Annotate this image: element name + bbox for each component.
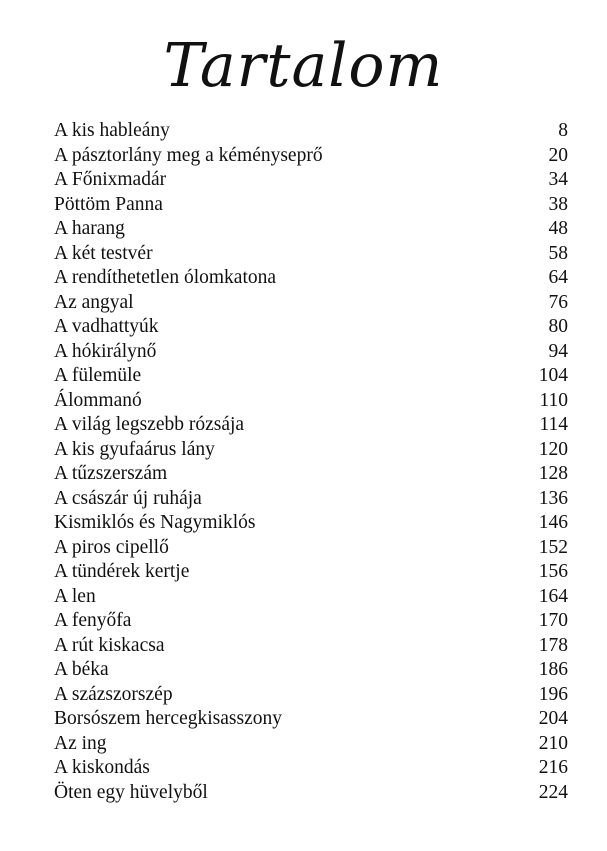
toc-entry-page-number: 146 xyxy=(538,512,568,533)
toc-entry xyxy=(54,634,568,659)
toc-entry-page-number: 152 xyxy=(538,536,568,558)
toc-entry-page-number: 34 xyxy=(548,169,568,190)
toc-entry-page-number: 8 xyxy=(558,120,568,141)
toc-entry-page-number: 94 xyxy=(548,340,568,362)
toc-entry-title: Borsószem hercegkisasszony xyxy=(54,708,282,729)
toc-entry xyxy=(54,119,568,144)
toc-entry-page-number: 164 xyxy=(538,585,568,607)
toc-entry-title: A világ legszebb rózsája xyxy=(54,414,245,435)
toc-entry xyxy=(54,291,568,316)
toc-entry xyxy=(54,266,568,291)
toc-entry-page-number: 128 xyxy=(538,463,568,484)
toc-entry-page-number: 156 xyxy=(538,561,568,582)
toc-entry xyxy=(54,389,568,414)
toc-entry-page-number: 80 xyxy=(548,316,568,337)
toc-entry-page-number: 178 xyxy=(538,634,568,656)
toc-entry-title: A pásztorlány meg a kéményseprő xyxy=(54,144,323,166)
toc-entry-title: A kiskondás xyxy=(54,757,150,778)
toc-entry-title: Öten egy hüvelyből xyxy=(54,781,208,803)
toc-entry-title: A kis gyufaárus lány xyxy=(54,438,215,460)
page-title: Tartalom xyxy=(163,31,444,101)
toc-entry xyxy=(54,462,568,487)
toc-entry xyxy=(54,364,568,389)
toc-entry-page-number: 170 xyxy=(538,610,568,631)
toc-entry-page-number: 48 xyxy=(548,218,568,239)
toc-entry-title: A Főnixmadár xyxy=(54,169,167,190)
toc-entry-title: A harang xyxy=(54,218,125,239)
toc-entry-page-number: 20 xyxy=(548,144,568,166)
toc-entry-title: A tündérek kertje xyxy=(54,561,190,582)
toc-entry xyxy=(54,487,568,512)
toc-entry-page-number: 38 xyxy=(548,193,568,215)
toc-entry xyxy=(54,242,568,267)
toc-entry-page-number: 196 xyxy=(538,683,568,705)
toc-entry xyxy=(54,340,568,365)
table-of-contents xyxy=(54,119,568,805)
toc-entry xyxy=(54,707,568,732)
toc-entry xyxy=(54,536,568,561)
toc-entry-title: A fülemüle xyxy=(54,365,142,386)
toc-entry-page-number: 204 xyxy=(538,708,568,729)
toc-entry xyxy=(54,511,568,536)
toc-entry-page-number: 76 xyxy=(548,291,568,313)
toc-entry-page-number: 64 xyxy=(548,267,568,288)
toc-entry xyxy=(54,193,568,218)
toc-entry-title: A százszorszép xyxy=(54,683,173,705)
toc-entry-title: Az ing xyxy=(54,732,107,754)
toc-entry xyxy=(54,585,568,610)
toc-entry-title: A kis hableány xyxy=(54,120,170,141)
toc-entry xyxy=(54,168,568,193)
toc-entry-title: A hókirálynő xyxy=(54,340,157,362)
toc-entry-page-number: 136 xyxy=(538,487,568,509)
toc-entry-title: Pöttöm Panna xyxy=(54,193,163,215)
toc-entry xyxy=(54,781,568,806)
toc-entry-page-number: 186 xyxy=(538,659,568,680)
toc-entry-title: A két testvér xyxy=(54,242,153,264)
toc-entry xyxy=(54,217,568,242)
toc-entry-page-number: 58 xyxy=(548,242,568,264)
toc-entry-title: Kismiklós és Nagymiklós xyxy=(54,512,256,533)
toc-entry-title: A tűzszerszám xyxy=(54,463,168,484)
toc-entry xyxy=(54,438,568,463)
toc-entry-page-number: 120 xyxy=(538,438,568,460)
toc-entry-title: A béka xyxy=(54,659,109,680)
toc-entry-title: A piros cipellő xyxy=(54,536,169,558)
toc-entry-page-number: 104 xyxy=(538,365,568,386)
toc-entry xyxy=(54,560,568,585)
toc-entry-page-number: 210 xyxy=(538,732,568,754)
toc-entry-title: A császár új ruhája xyxy=(54,487,202,509)
toc-entry-page-number: 110 xyxy=(539,389,568,411)
toc-entry-title: Az angyal xyxy=(54,291,134,313)
toc-entry xyxy=(54,413,568,438)
toc-entry-page-number: 216 xyxy=(538,757,568,778)
toc-entry-title: A len xyxy=(54,585,96,607)
toc-entry-page-number: 114 xyxy=(539,414,568,435)
toc-entry xyxy=(54,315,568,340)
toc-entry-title: A vadhattyúk xyxy=(54,316,159,337)
toc-entry xyxy=(54,144,568,169)
toc-entry-title: A fenyőfa xyxy=(54,610,132,631)
toc-entry-title: Álommanó xyxy=(54,389,142,411)
toc-entry xyxy=(54,609,568,634)
toc-entry-title: A rendíthetetlen ólomkatona xyxy=(54,267,277,288)
toc-entry-page-number: 224 xyxy=(538,781,568,803)
toc-entry xyxy=(54,756,568,781)
toc-entry-title: A rút kiskacsa xyxy=(54,634,165,656)
toc-entry xyxy=(54,732,568,757)
toc-entry xyxy=(54,658,568,683)
toc-entry xyxy=(54,683,568,708)
